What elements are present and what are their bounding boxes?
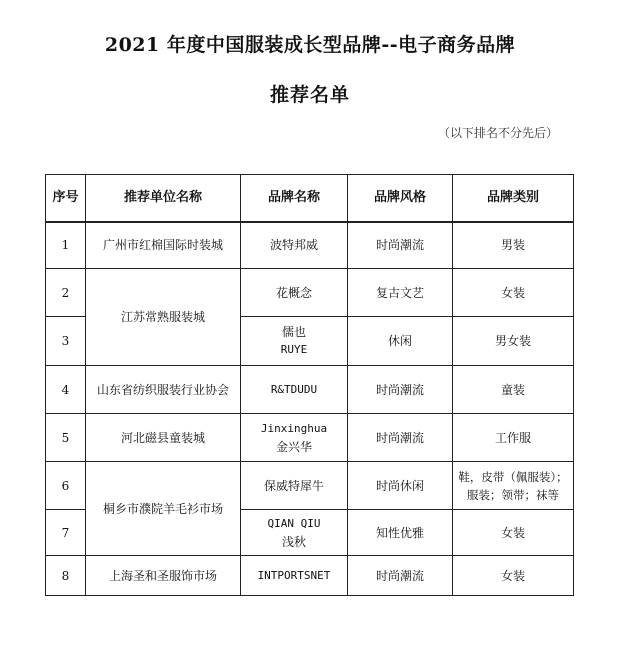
cell-unit: 山东省纺织服装行业协会 (86, 366, 241, 414)
cell-no: 1 (46, 222, 86, 269)
header-unit: 推荐单位名称 (86, 175, 241, 222)
table-row (46, 269, 574, 317)
cell-category (453, 462, 574, 510)
cell-no: 4 (46, 366, 86, 414)
cell-brand: R&TDUDU (241, 366, 348, 414)
cell-brand (241, 414, 348, 462)
cell-no: 6 (46, 462, 86, 510)
cell-no: 8 (46, 556, 86, 596)
brand-name-en: QIAN QIU (267, 516, 321, 530)
cell-no: 3 (46, 317, 86, 366)
cell-category: 女装 (453, 269, 574, 317)
cell-style: 复古文艺 (348, 269, 453, 317)
document-title: 2021 年度中国服装成长型品牌--电子商务品牌 (104, 34, 516, 56)
cell-style: 时尚潮流 (348, 222, 453, 269)
table-row (46, 556, 574, 596)
cell-no: 5 (46, 414, 86, 462)
category-line: 服装；领带；袜等 (467, 487, 559, 502)
cell-no: 2 (46, 269, 86, 317)
table-row (46, 222, 574, 269)
cell-brand: 花概念 (241, 269, 348, 317)
cell-unit: 广州市红棉国际时装城 (86, 222, 241, 269)
cell-brand: INTPORTSNET (241, 556, 348, 596)
brand-name-cn: 浅秋 (281, 534, 306, 549)
cell-style: 知性优雅 (348, 510, 453, 556)
cell-no: 7 (46, 510, 86, 556)
table-header-row (46, 175, 574, 222)
header-no: 序号 (46, 175, 86, 222)
cell-style: 时尚休闲 (348, 462, 453, 510)
cell-category: 女装 (453, 510, 574, 556)
table-row (46, 462, 574, 510)
cell-brand (241, 510, 348, 556)
cell-category: 男装 (453, 222, 574, 269)
cell-unit: 河北磁县童装城 (86, 414, 241, 462)
cell-style: 时尚潮流 (348, 366, 453, 414)
header-brand: 品牌名称 (241, 175, 348, 222)
header-category: 品牌类别 (453, 175, 574, 222)
cell-unit: 桐乡市濮院羊毛衫市场 (86, 462, 241, 556)
cell-brand (241, 317, 348, 366)
brand-table (45, 174, 574, 596)
cell-category: 男女装 (453, 317, 574, 366)
cell-category: 女装 (453, 556, 574, 596)
brand-name-en: RUYE (280, 343, 308, 356)
brand-name-cn: 儒也 (281, 325, 306, 339)
cell-unit: 江苏常熟服装城 (86, 269, 241, 366)
cell-style: 休闲 (348, 317, 453, 366)
brand-name-en: Jinxinghua (260, 421, 328, 435)
table-row (46, 366, 574, 414)
cell-brand: 波特邦威 (241, 222, 348, 269)
cell-category: 工作服 (453, 414, 574, 462)
document-subtitle: 推荐名单 (269, 84, 350, 106)
table-row (46, 414, 574, 462)
cell-unit: 上海圣和圣服饰市场 (86, 556, 241, 596)
brand-name-cn: 金兴华 (275, 439, 312, 454)
ranking-note: （以下排名不分先后） (437, 126, 558, 140)
header-style: 品牌风格 (348, 175, 453, 222)
cell-brand: 保威特犀牛 (241, 462, 348, 510)
cell-category: 童装 (453, 366, 574, 414)
cell-style: 时尚潮流 (348, 414, 453, 462)
category-line: 鞋，皮带（佩服装）； (458, 469, 568, 484)
cell-style: 时尚潮流 (348, 556, 453, 596)
